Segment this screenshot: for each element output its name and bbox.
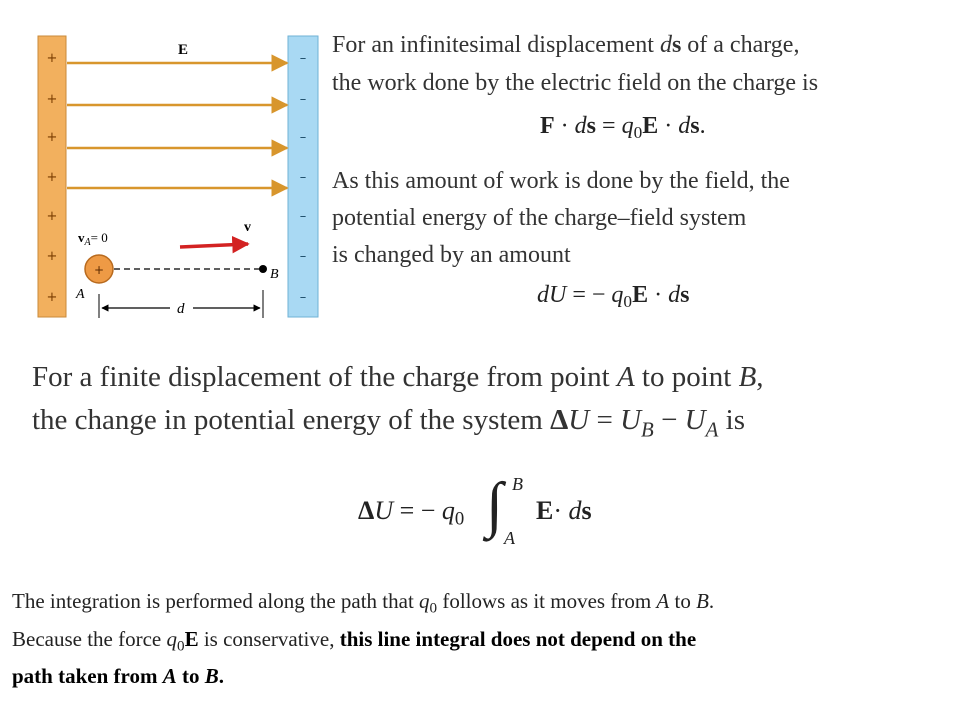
text-line: path taken from A to B. [12, 664, 224, 689]
minus-sign: – [299, 51, 307, 66]
integral-sign: ∫ [486, 471, 503, 539]
distance-label: d [177, 301, 185, 317]
text-line: is changed by an amount [332, 242, 571, 268]
text-line: Because the force $q_0E$ is conservative, this line integral does not depend on the [12, 626, 697, 655]
plus-sign: + [46, 209, 58, 224]
integral-lower-limit: A [504, 528, 515, 548]
text-line: For an infinitesimal displacement ds of a charge, [332, 32, 800, 58]
capacitor-diagram [30, 28, 330, 328]
paragraph-infinitesimal [332, 26, 952, 102]
plus-sign: + [46, 130, 58, 145]
point-b [259, 265, 267, 273]
integral-rhs: E· ds [536, 496, 592, 525]
text-line: the change in potential energy of the system $\Delta U = U_B - U_A$ is [32, 404, 745, 442]
paragraph-line-integral [12, 586, 952, 691]
plus-sign: + [46, 290, 58, 305]
text-line: potential energy of the charge–field system [332, 205, 747, 231]
paragraph-potential-change [332, 163, 952, 274]
text-line: The integration is performed along the path that $q_0$ follows as it moves from A to B. [12, 589, 715, 617]
plus-sign: + [46, 51, 58, 66]
velocity-arrow [180, 244, 248, 247]
minus-sign: – [299, 290, 307, 305]
charge-sign: + [93, 263, 105, 277]
text-line: As this amount of work is done by the field, the [332, 168, 790, 194]
point-b-label: B [270, 267, 279, 282]
minus-sign: – [299, 249, 307, 264]
plus-sign: + [46, 92, 58, 107]
equation-du: dU = − $q_0E$ · ds [537, 282, 690, 312]
minus-sign: – [299, 170, 307, 185]
velocity-label: v [244, 220, 251, 235]
plus-sign: + [46, 249, 58, 264]
equation-work: F · ds = $q_0E$ · ds. [540, 113, 706, 143]
text-line: For a finite displacement of the charge from point A to point B, [32, 361, 764, 393]
field-label: E [178, 42, 189, 58]
integral-lhs: ΔU = − $q_0$ [358, 496, 465, 530]
point-a-label: A [76, 287, 85, 302]
minus-sign: – [299, 130, 307, 145]
integral-upper-limit: B [512, 474, 523, 494]
minus-sign: – [299, 209, 307, 224]
paragraph-finite-displacement [32, 356, 932, 451]
text-line: the work done by the electric field on the charge is [332, 70, 819, 96]
plus-sign: + [46, 170, 58, 185]
equation-integral [358, 471, 618, 554]
minus-sign: – [299, 92, 307, 107]
initial-velocity-label: $v_A= 0$ [78, 230, 108, 248]
